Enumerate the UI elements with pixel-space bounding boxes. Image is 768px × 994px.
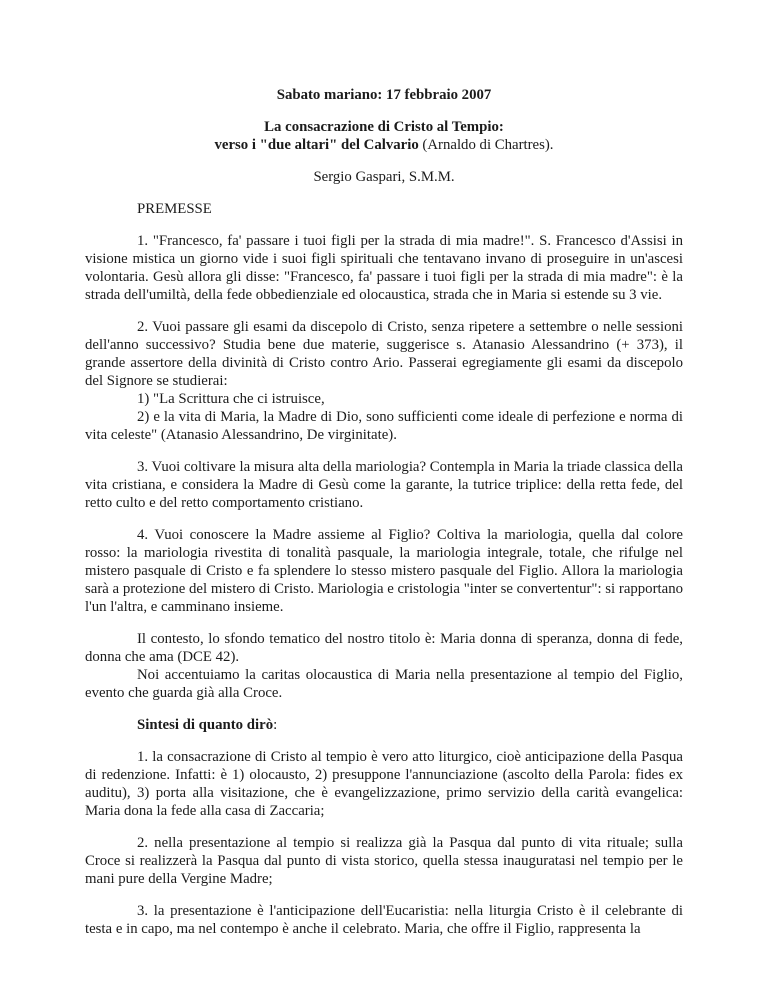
paragraph-sintesi-2: 2. nella presentazione al tempio si realizza già la Pasqua dal punto di vita rituale; sulla Croce si realizzerà la Pasqua dal punto di vista storico, quella stessa inauguratasi nel tempio per le mani pure della Vergine Madre;	[85, 835, 683, 887]
sintesi-heading-colon: :	[273, 717, 278, 733]
paragraph-sintesi-3: 3. la presentazione è l'anticipazione dell'Eucaristia: nella liturgia Cristo è il celebrante di testa e in capo, ma nel contempo è anche il celebrato. Maria, che offre il Figlio, rappresenta la	[85, 903, 683, 937]
paragraph-premesse-2: 2. Vuoi passare gli esami da discepolo di Cristo, senza ripetere a settembre o nelle sessioni dell'anno successivo? Studia bene due materie, suggerisce s. Atanasio Alessandrino (+ 373), il grande assertore della divinità di Cristo contro Ario. Passerai egregiamente gli esami da discepolo del Signore se studierai:	[85, 319, 683, 389]
section-heading-sintesi	[85, 716, 683, 734]
paragraph-premesse-4: 4. Vuoi conoscere la Madre assieme al Figlio? Coltiva la mariologia, quella dal colore rosso: la mariologia rivestita di tonalità pasquale, la mariologia integrale, totale, che rifulge nel mistero pasquale di Cristo e fa splendere lo stesso mistero pasquale del Figlio. Allora la mariologia sarà a protezione del mistero di Cristo. Mariologia e cristologia "inter se convertentur": si rapportano l'un l'altra, e camminano insieme.	[85, 527, 683, 615]
date-heading: Sabato mariano: 17 febbraio 2007	[276, 87, 492, 103]
section-heading-premesse: PREMESSE	[137, 201, 212, 217]
title-line2-attribution: (Arnaldo di Chartres).	[418, 137, 554, 153]
paragraph-contesto: Il contesto, lo sfondo tematico del nostro titolo è: Maria donna di speranza, donna di fede, donna che ama (DCE 42).	[85, 631, 683, 665]
document-title-line2	[85, 136, 683, 154]
paragraph-premesse-1: 1. "Francesco, fa' passare i tuoi figli per la strada di mia madre!". S. Francesco d'Assisi in visione mistica un giorno vide i suoi figli spirituali che tentavano invano di proseguire in un'ascesi volontaria. Gesù allora gli disse: "Francesco, fa' passare i tuoi figli per la strada di mia madre": è la strada dell'umiltà, della fede obbedienziale ed olocaustica, strada che in Maria si estende su 3 vie.	[85, 233, 683, 303]
document-title-line1: La consacrazione di Cristo al Tempio:	[264, 119, 504, 135]
paragraph-sintesi-1: 1. la consacrazione di Cristo al tempio è vero atto liturgico, cioè anticipazione della Pasqua di redenzione. Infatti: è 1) olocausto, 2) presuppone l'annunciazione (ascolto della Parola: fides ex auditu), 3) porta alla visitazione, che è evangelizzazione, primo servizio della carità evangelica: Maria dona la fede alla casa di Zaccaria;	[85, 749, 683, 819]
list-item-vita-di-maria: 2) e la vita di Maria, la Madre di Dio, sono sufficienti come ideale di perfezione e norma di vita celeste" (Atanasio Alessandrino, De virginitate).	[85, 409, 683, 443]
list-item-scrittura: 1) "La Scrittura che ci istruisce,	[137, 391, 325, 407]
title-line2-bold-part: verso i "due altari" del Calvario	[214, 137, 419, 153]
paragraph-premesse-3: 3. Vuoi coltivare la misura alta della mariologia? Contempla in Maria la triade classica della vita cristiana, e considera la Madre di Gesù come la garante, la tutrice triplice: della retta fede, del retto culto e del retto comportamento cristiano.	[85, 459, 683, 511]
paragraph-caritas: Noi accentuiamo la caritas olocaustica di Maria nella presentazione al tempio del Figlio, evento che guarda già alla Croce.	[85, 667, 683, 701]
author-line: Sergio Gaspari, S.M.M.	[313, 169, 455, 185]
sintesi-heading-bold-part: Sintesi di quanto dirò	[137, 717, 274, 733]
